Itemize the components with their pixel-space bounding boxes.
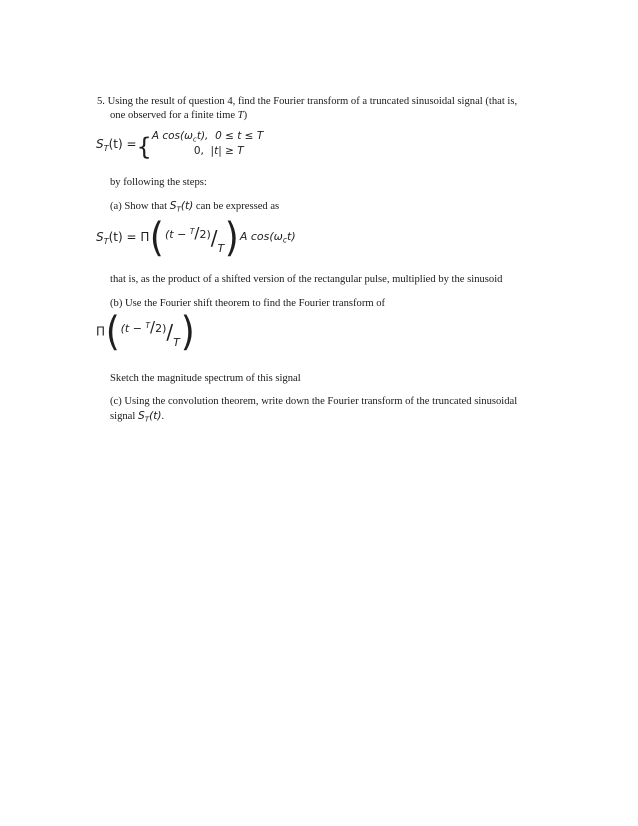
part-a-symbol: $S_T(t)$ — [169, 200, 194, 214]
eq3-inner: (t − $^T$/2)/T — [120, 318, 180, 349]
question-line-2-prefix: one observed for a finite time — [110, 110, 238, 121]
question-line-2-suffix: ) — [243, 110, 248, 121]
eq1-lhs: $S_T(t)$ = — [96, 136, 137, 153]
part-a-text: (a) Show that $S_T(t)$ can be expressed as — [110, 200, 280, 214]
eq1-case-2: 0, |t| ≥ T — [193, 145, 244, 158]
eq1-case-1: A $\cos(\omega_ct)$, 0 ≤ t ≤ T — [151, 130, 264, 144]
equation-piecewise — [96, 130, 264, 162]
part-c-line-1: (c) Using the convolution theorem, write down the Fourier transform of the truncated sinusoidal — [110, 396, 518, 407]
equation-shifted-rect — [96, 309, 195, 355]
eq2-close-paren: ) — [225, 215, 240, 261]
steps-intro: by following the steps: — [110, 177, 207, 188]
question-line-2 — [110, 109, 247, 123]
sketch-instruction: Sketch the magnitude spectrum of this signal — [110, 373, 301, 384]
part-a-note: that is, as the product of a shifted version of the rectangular pulse, multiplied by the sinusoid — [110, 274, 503, 285]
eq3-close-paren: ) — [180, 309, 195, 355]
question-line-2-var: T — [237, 110, 244, 121]
eq1-brace: { — [136, 133, 152, 162]
part-b-text: (b) Use the Fourier shift theorem to find the Fourier transform of — [110, 298, 386, 309]
part-c-line-2: signal $S_T(t)$. — [110, 410, 165, 424]
question-line-1: 5. Using the result of question 4, find the Fourier transform of a truncated sinusoidal signal (that is, — [97, 96, 518, 107]
part-c-symbol: $S_T(t)$ — [137, 410, 162, 424]
eq2-lhs: $S_T(t) = \Pi$ — [96, 229, 150, 246]
eq2-rhs: A $\cos(\omega_ct)$ — [239, 230, 296, 245]
eq2-open-paren: ( — [150, 215, 165, 261]
eq3-pi: Π — [96, 324, 106, 339]
eq3-open-paren: ( — [105, 309, 120, 355]
eq1-cases — [152, 130, 263, 157]
equation-product-form — [96, 215, 296, 261]
eq2-inner: (t − $^T$/2)/T — [165, 224, 225, 255]
